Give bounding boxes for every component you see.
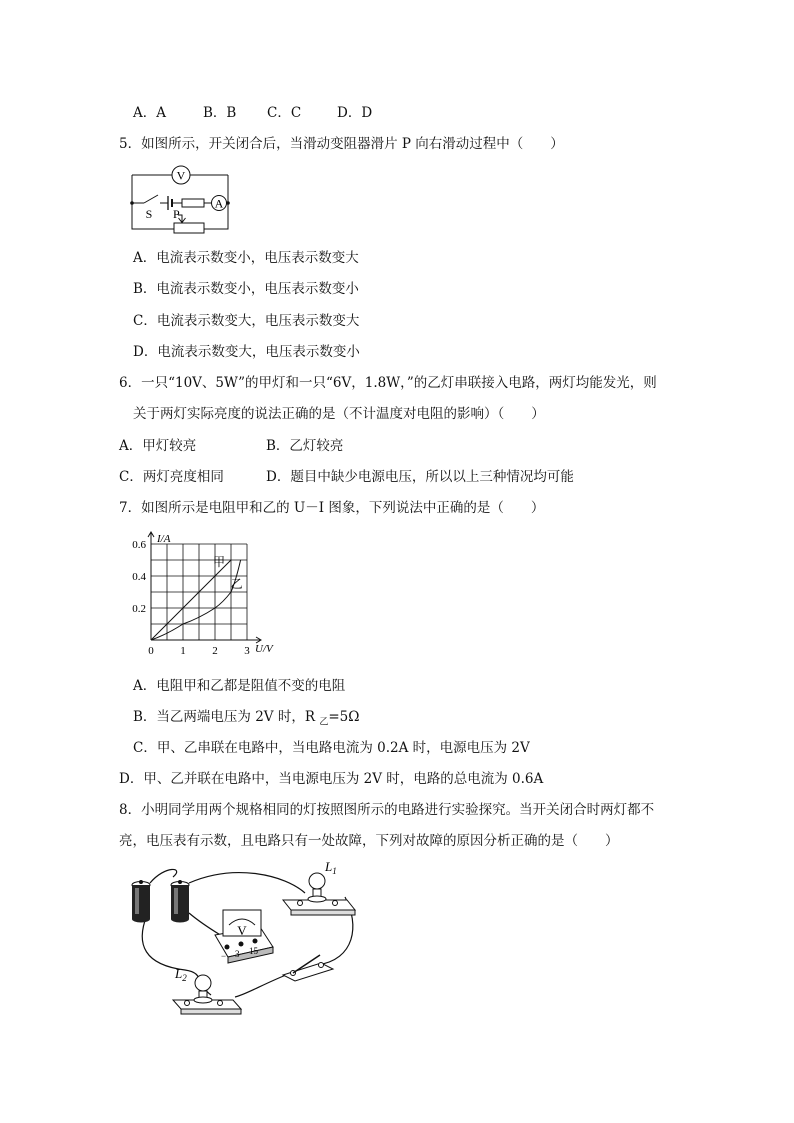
q7-option-a: A．电阻甲和乙都是阻值不变的电阻	[133, 678, 346, 694]
q6-stem-line2: 关于两灯实际亮度的说法正确的是（不计温度对电阻的影响）（ ）	[133, 406, 545, 422]
x-tick-label: 2	[212, 645, 218, 657]
x-tick-label: 3	[244, 645, 250, 657]
q5-ammeter-label: A	[214, 196, 224, 211]
q7-stem: 7．如图所示是电阻甲和乙的 U－I 图象，下列说法中正确的是（ ）	[119, 500, 545, 516]
x-tick-label: 1	[180, 645, 186, 657]
q4-option-b: B．B	[203, 105, 237, 121]
q8-stem-line1: 8．小明同学用两个规格相同的灯按照图所示的电路进行实验探究。当开关闭合时两灯都不	[119, 802, 655, 818]
battery-1	[132, 880, 150, 923]
y-tick-label: 0.4	[132, 571, 146, 583]
series-line-2	[151, 560, 241, 640]
q5-switch-label: S	[145, 207, 153, 221]
q7-option-c: C．甲、乙串联在电路中，当电路电流为 0.2A 时，电源电压为 2V	[133, 740, 530, 756]
voltmeter-label: V	[237, 923, 247, 938]
q4-options	[133, 104, 372, 122]
y-tick-label: 0.2	[132, 603, 146, 615]
series-line-1	[151, 560, 231, 640]
battery-2	[171, 880, 189, 923]
q6-option-a: A．甲灯较亮	[119, 438, 197, 454]
series-label-1: 甲	[213, 555, 226, 569]
terminal-15: 15	[249, 946, 258, 956]
y-tick-label: 0.6	[132, 539, 146, 551]
switch	[283, 955, 333, 981]
x-tick-label: 0	[148, 645, 154, 657]
q5-circuit-diagram	[130, 165, 242, 235]
q7-ui-chart	[118, 530, 288, 660]
terminal-3: 3	[235, 949, 240, 959]
q8-circuit-illustration	[125, 855, 365, 1020]
terminal-minus: −	[221, 951, 227, 961]
q7-option-b-sub: 乙	[319, 717, 329, 728]
q6-option-d: D．题目中缺少电源电压，所以以上三种情况均可能	[266, 469, 574, 485]
q5-option-c: C．电流表示数变大，电压表示数变大	[133, 313, 360, 329]
q7-option-d: D．甲、乙并联在电路中，当电源电压为 2V 时，电路的总电流为 0.6A	[119, 771, 544, 787]
q5-option-b: B．电流表示数变小，电压表示数变小	[133, 281, 359, 297]
series-label-2: 乙	[230, 577, 243, 591]
q7-option-b-text: B．当乙两端电压为 2V 时，R	[133, 709, 320, 725]
q5-slider-label: P	[173, 207, 180, 221]
lamp-l2-label: $L_2$	[175, 966, 187, 983]
q5-option-a: A．电流表示数变小，电压表示数变大	[133, 250, 359, 266]
x-axis-label: U/V	[255, 643, 273, 655]
q7-option-b	[133, 708, 359, 732]
q4-option-c: C．C	[267, 105, 302, 121]
q5-option-d: D．电流表示数变大，电压表示数变小	[133, 344, 360, 360]
q6-option-c: C．两灯亮度相同	[119, 469, 224, 485]
q4-option-d: D．D	[337, 105, 373, 121]
q6-option-b: B．乙灯较亮	[266, 438, 344, 454]
q8-stem-line2: 亮，电压表有示数，且电路只有一处故障，下列对故障的原因分析正确的是（ ）	[119, 833, 619, 849]
q7-option-b-value: =5Ω	[328, 709, 360, 725]
q5-stem: 5．如图所示，开关闭合后，当滑动变阻器滑片 P 向右滑动过程中（ ）	[119, 136, 564, 152]
lamp-l1	[283, 873, 355, 915]
q4-option-a: A．A	[133, 105, 166, 121]
y-axis-label: I/A	[157, 533, 171, 545]
lamp-l1-label: $L_1$	[325, 859, 337, 876]
q6-stem-line1: 6．一只“10V、5W”的甲灯和一只“6V，1.8W，”的乙灯串联接入电路，两灯均能发光，则	[119, 375, 657, 391]
q5-voltmeter-label: V	[176, 168, 186, 183]
